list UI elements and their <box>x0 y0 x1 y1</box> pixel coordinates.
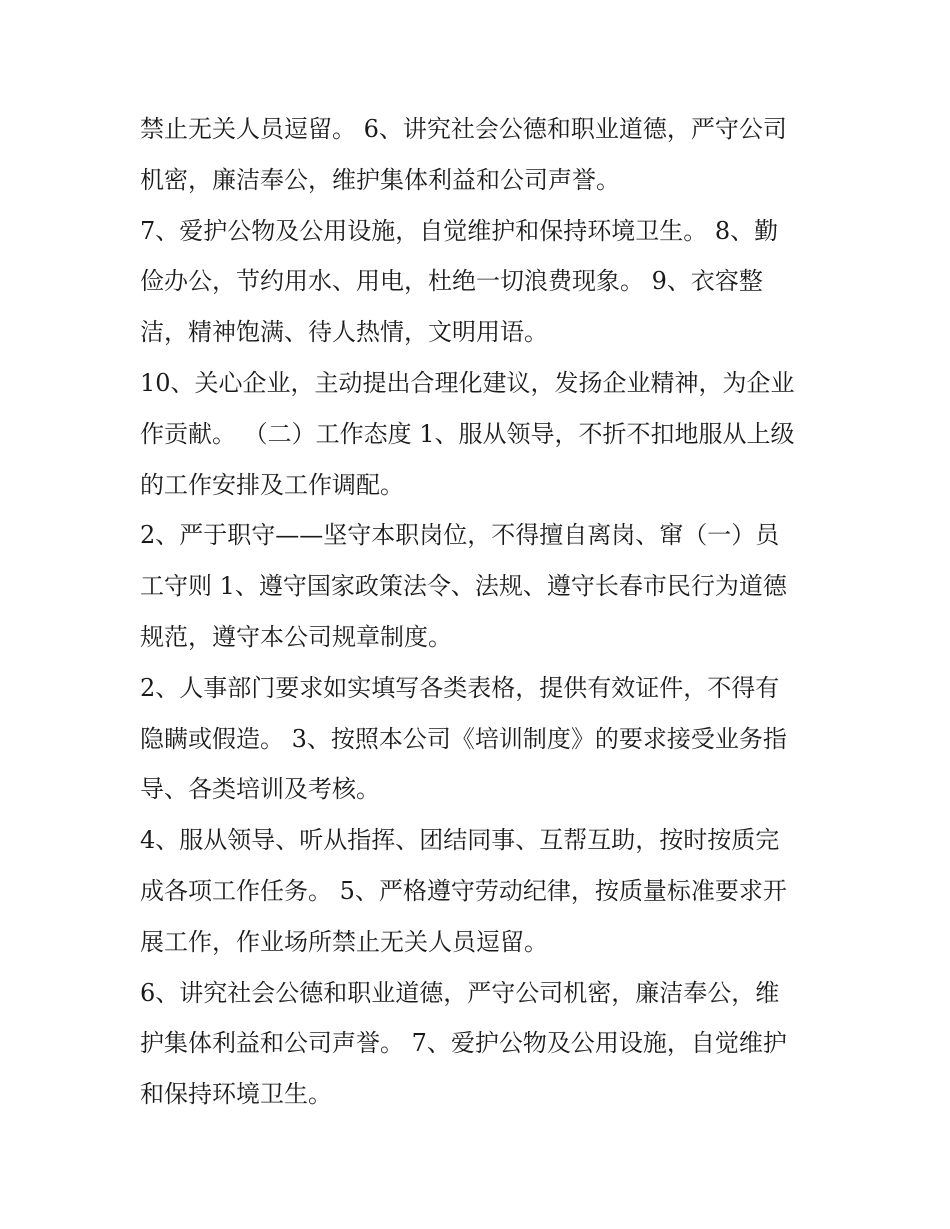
text-line: 成各项工作任务。 5、严格遵守劳动纪律，按质量标准要求开 <box>140 876 787 905</box>
text-line: 的工作安排及工作调配。 <box>140 470 404 499</box>
paragraph-1 <box>140 104 820 206</box>
paragraph-7 <box>140 968 820 1120</box>
text-line: 禁止无关人员逗留。 6、讲究社会公德和职业道德，严守公司 <box>140 115 787 143</box>
text-line: 洁，精神饱满、待人热情，文明用语。 <box>140 318 548 347</box>
paragraph-3 <box>140 358 820 510</box>
text-line: 4、服从领导、听从指挥、团结同事、互帮互助，按时按质完 <box>140 826 780 855</box>
text-line: 护集体利益和公司声誉。 7、爱护公物及公用设施，自觉维护 <box>140 1029 787 1058</box>
paragraph-5 <box>140 663 820 815</box>
text-line: 10、关心企业，主动提出合理化建议，发扬企业精神，为企业 <box>140 368 795 397</box>
text-line: 作贡献。 （二）工作态度 1、服从领导，不折不扣地服从上级 <box>140 419 795 448</box>
text-line: 7、爱护公物及公用设施，自觉维护和保持环境卫生。 8、勤 <box>140 216 779 245</box>
text-line: 工守则 1、遵守国家政策法令、法规、遵守长春市民行为道德 <box>140 572 787 601</box>
text-line: 规范，遵守本公司规章制度。 <box>140 622 452 651</box>
text-line: 导、各类培训及考核。 <box>140 775 380 804</box>
text-line: 2、严于职守——坚守本职岗位，不得擅自离岗、窜（一）员 <box>140 521 780 550</box>
text-line: 和保持环境卫生。 <box>140 1080 332 1109</box>
paragraph-6 <box>140 815 820 967</box>
text-line: 2、人事部门要求如实填写各类表格，提供有效证件，不得有 <box>140 673 780 702</box>
paragraph-4 <box>140 510 820 662</box>
text-line: 6、讲究社会公德和职业道德，严守公司机密，廉洁奉公，维 <box>140 978 780 1007</box>
paragraph-2 <box>140 206 820 358</box>
text-line: 隐瞒或假造。 3、按照本公司《培训制度》的要求接受业务指 <box>140 724 787 753</box>
document-body <box>140 104 820 1120</box>
text-line: 展工作，作业场所禁止无关人员逗留。 <box>140 927 548 956</box>
text-line: 机密，廉洁奉公，维护集体利益和公司声誉。 <box>140 165 620 194</box>
text-line: 俭办公，节约用水、用电，杜绝一切浪费现象。 9、衣容整 <box>140 267 763 296</box>
